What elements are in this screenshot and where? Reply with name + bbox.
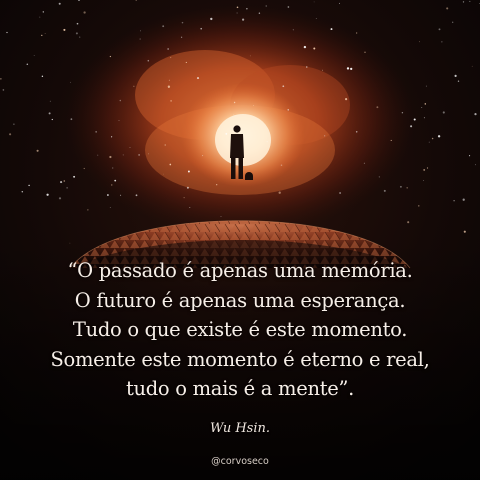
- star: [438, 135, 440, 137]
- star: [59, 3, 61, 5]
- star: [59, 197, 61, 199]
- star: [39, 17, 40, 18]
- star: [97, 155, 98, 156]
- star: [187, 187, 189, 189]
- star: [345, 98, 347, 100]
- star: [441, 41, 442, 42]
- star: [77, 23, 79, 25]
- star: [188, 171, 190, 173]
- star: [114, 180, 116, 182]
- star: [446, 7, 448, 9]
- star: [458, 81, 459, 82]
- star: [472, 66, 473, 67]
- star: [364, 163, 365, 164]
- star: [170, 57, 171, 58]
- star: [234, 114, 235, 115]
- quote-line: Tudo o que existe é este momento.: [72, 318, 408, 341]
- star: [455, 75, 457, 77]
- star: [50, 101, 51, 102]
- star: [138, 154, 140, 156]
- star: [439, 28, 441, 30]
- star: [119, 120, 120, 121]
- star: [463, 199, 465, 201]
- star: [237, 6, 239, 8]
- star: [423, 169, 425, 171]
- star: [266, 5, 267, 6]
- star: [111, 184, 112, 185]
- star: [165, 144, 166, 145]
- star: [376, 106, 378, 108]
- star: [197, 77, 199, 79]
- star: [424, 117, 425, 118]
- quote-line: tudo o mais é a mente”.: [125, 377, 355, 400]
- star: [324, 135, 325, 136]
- star: [237, 12, 238, 13]
- star: [120, 195, 121, 196]
- star: [429, 142, 430, 143]
- star: [267, 141, 268, 142]
- quote-line: “O passado é apenas uma memória.: [67, 259, 413, 282]
- star: [63, 180, 65, 182]
- star: [423, 180, 424, 181]
- star: [169, 80, 170, 81]
- star: [52, 119, 53, 120]
- star: [123, 154, 124, 155]
- star: [170, 100, 172, 102]
- star: [410, 125, 412, 127]
- star: [76, 32, 78, 34]
- star: [316, 18, 317, 19]
- star: [45, 33, 46, 34]
- star: [71, 118, 73, 120]
- star: [73, 176, 75, 178]
- star: [314, 2, 315, 3]
- star: [63, 29, 65, 31]
- star: [186, 62, 187, 63]
- star: [400, 186, 402, 188]
- star: [234, 102, 235, 103]
- star: [356, 131, 358, 133]
- star: [250, 56, 251, 57]
- star: [331, 28, 333, 30]
- star: [111, 136, 112, 137]
- star: [443, 111, 445, 113]
- star: [464, 231, 466, 233]
- star: [288, 6, 290, 8]
- star: [406, 187, 408, 189]
- star: [168, 86, 170, 88]
- star: [253, 105, 254, 106]
- account-handle: @corvoseco: [211, 456, 269, 467]
- star: [140, 30, 141, 31]
- star: [109, 156, 111, 158]
- star: [110, 56, 111, 57]
- star: [246, 8, 247, 9]
- star: [293, 29, 294, 30]
- quote-text: [0, 256, 480, 404]
- star: [184, 197, 185, 198]
- nebula: [65, 5, 415, 235]
- star: [133, 86, 134, 87]
- star: [112, 168, 113, 169]
- star: [304, 46, 306, 48]
- star: [42, 76, 43, 77]
- star: [96, 131, 97, 132]
- star: [259, 12, 260, 13]
- star: [87, 209, 88, 210]
- star: [70, 82, 71, 83]
- star: [136, 194, 138, 196]
- star: [181, 37, 182, 38]
- star: [13, 124, 14, 125]
- star: [474, 113, 476, 115]
- quote-line: Somente este momento é eterno e real,: [50, 347, 430, 371]
- star: [60, 181, 62, 183]
- star: [140, 39, 141, 40]
- star: [168, 48, 169, 49]
- star: [27, 63, 29, 65]
- star: [402, 112, 403, 113]
- star: [288, 109, 289, 110]
- star: [419, 42, 420, 43]
- star: [148, 154, 149, 155]
- star: [384, 190, 386, 192]
- star: [46, 194, 48, 196]
- star: [281, 164, 282, 165]
- star: [364, 52, 365, 53]
- star: [407, 221, 409, 223]
- star: [356, 32, 357, 33]
- star: [463, 1, 464, 2]
- star: [432, 138, 434, 140]
- star: [225, 133, 227, 135]
- star: [452, 22, 453, 23]
- star: [83, 11, 85, 13]
- star: [43, 11, 44, 12]
- star: [110, 207, 111, 208]
- star: [421, 107, 422, 108]
- star: [475, 164, 476, 165]
- star: [339, 3, 340, 4]
- star: [3, 89, 5, 91]
- star: [221, 216, 222, 217]
- star: [347, 67, 349, 69]
- star: [425, 103, 427, 105]
- star: [6, 32, 7, 33]
- star: [41, 35, 42, 36]
- star: [313, 47, 315, 49]
- star: [470, 1, 471, 2]
- star: [49, 112, 51, 114]
- star: [28, 185, 29, 186]
- star: [200, 28, 202, 30]
- star: [163, 174, 164, 175]
- star: [282, 85, 284, 87]
- star: [120, 100, 122, 102]
- star: [189, 207, 190, 208]
- star: [22, 191, 23, 192]
- star: [453, 200, 454, 201]
- star: [469, 155, 470, 156]
- star: [0, 78, 1, 79]
- star: [182, 22, 184, 24]
- star: [37, 150, 39, 152]
- star: [279, 192, 281, 194]
- star: [391, 140, 392, 141]
- star: [202, 155, 203, 156]
- star: [210, 18, 212, 20]
- star: [306, 66, 307, 67]
- star: [34, 55, 35, 56]
- star: [427, 167, 428, 168]
- star: [350, 68, 352, 70]
- star: [84, 168, 85, 169]
- star: [379, 176, 380, 177]
- author-name: Wu Hsin.: [209, 421, 270, 436]
- star: [130, 147, 131, 148]
- star: [418, 205, 419, 206]
- star: [339, 192, 341, 194]
- quote-line: O futuro é apenas uma esperança.: [74, 288, 406, 312]
- star: [242, 19, 244, 21]
- star: [322, 70, 323, 71]
- star: [162, 25, 164, 27]
- star: [169, 164, 171, 166]
- star: [148, 60, 150, 62]
- star: [414, 118, 416, 120]
- star: [107, 194, 109, 196]
- star: [426, 86, 427, 87]
- star: [216, 184, 217, 185]
- star: [79, 37, 80, 38]
- star: [9, 133, 11, 135]
- star: [66, 187, 67, 188]
